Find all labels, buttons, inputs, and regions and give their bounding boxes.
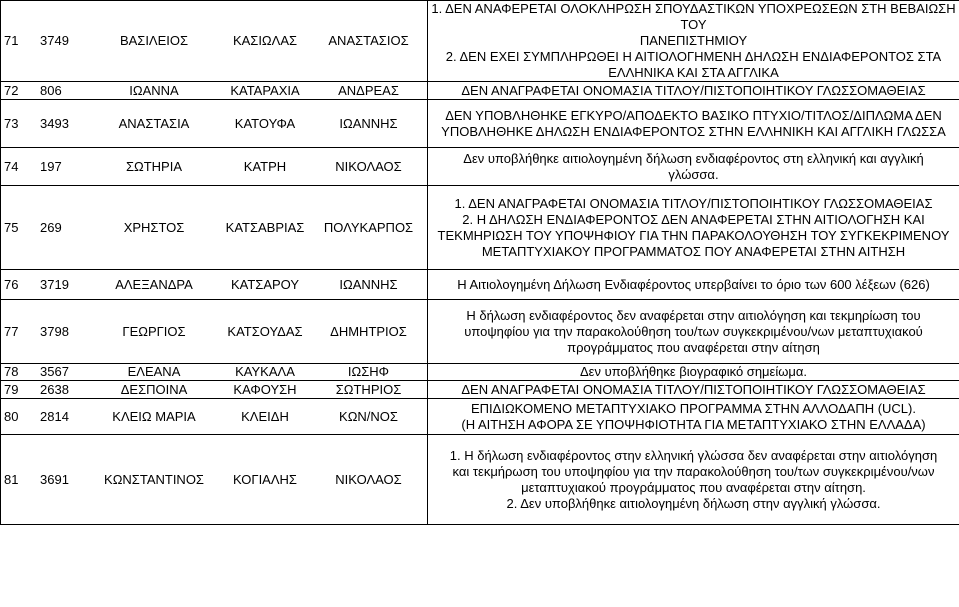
table-row (1, 399, 959, 435)
row-number: 80 (4, 408, 19, 424)
reason-line: ΥΠΟΒΛΗΘΗΚΕ ΔΗΛΩΣΗ ΕΝΔΙΑΦΕΡΟΝΤΟΣ ΣΤΗΝ ΕΛΛΗΝΙΚΗ ΚΑΙ ΑΓΓΛΙΚΗ ΓΛΩΣΣΑ (441, 123, 946, 139)
rejection-reason (428, 381, 959, 399)
applicant-cell (1, 364, 428, 381)
first-name: ΒΑΣΙΛΕΙΟΣ (119, 33, 189, 48)
table-row (1, 186, 959, 270)
row-number: 72 (4, 82, 19, 98)
reason-line: (Η ΑΙΤΗΣΗ ΑΦΟΡΑ ΣΕ ΥΠΟΨΗΦΙΟΤΗΤΑ ΓΙΑ ΜΕΤΑΠΤΥΧΙΑΚΟ ΣΤΗΝ ΕΛΛΑΔΑ) (461, 416, 926, 432)
father-name: ΑΝΑΣΤΑΣΙΟΣ (328, 33, 409, 48)
row-number: 76 (4, 276, 19, 292)
last-name: ΚΑΥΚΑΛΑ (235, 364, 295, 379)
first-name: ΕΛΕΑΝΑ (127, 364, 181, 379)
applicant-cell (1, 1, 428, 82)
first-name: ΙΩΑΝΝΑ (129, 82, 179, 98)
application-id: 3798 (40, 323, 69, 339)
rejection-reason (428, 399, 959, 435)
rejection-reason (428, 270, 959, 300)
application-id: 3719 (40, 276, 69, 292)
applicant-cell (1, 148, 428, 186)
father-name: ΝΙΚΟΛΑΟΣ (335, 158, 402, 174)
reason-line: Η Αιτιολογημένη Δήλωση Ενδιαφέροντος υπερβαίνει το όριο των 600 λέξεων (626) (457, 276, 930, 292)
last-name: ΚΑΤΣΟΥΔΑΣ (227, 323, 303, 339)
first-name: ΓΕΩΡΓΙΟΣ (122, 323, 186, 339)
reason-line: 2. Δεν υποβλήθηκε αιτιολογημένη δήλωση στην αγγλική γλώσσα. (506, 495, 881, 511)
first-name: ΣΩΤΗΡΙΑ (125, 158, 183, 174)
row-number: 81 (4, 471, 19, 487)
reason-line: ΜΕΤΑΠΤΥΧΙΑΚΟΥ ΠΡΟΓΡΑΜΜΑΤΟΣ ΠΟΥ ΑΝΑΦΕΡΕΤΑΙ ΣΤΗΝ ΑΙΤΗΣΗ (481, 243, 906, 259)
table-row (1, 435, 959, 525)
reason-line: και τεκμήρωση του υποψηφίου για την παρακολούθηση του/των συγκεκριμένου/νων (452, 463, 935, 479)
reason-line: ΕΛΛΗΝΙΚΑ ΚΑΙ ΣΤΑ ΑΓΓΛΙΚΑ (608, 65, 779, 80)
last-name: ΚΑΤΟΥΦΑ (234, 115, 296, 131)
first-name: ΑΝΑΣΤΑΣΙΑ (118, 115, 190, 131)
row-number: 75 (4, 219, 19, 235)
father-name: ΙΩΑΝΝΗΣ (339, 115, 398, 131)
applicant-cell (1, 300, 428, 364)
reason-line: Δεν υποβλήθηκε αιτιολογημένη δήλωση ενδιαφέροντος στη ελληνική και αγγλική (463, 150, 924, 166)
reason-line: ΕΠΙΔΙΩΚΟΜΕΝΟ ΜΕΤΑΠΤΥΧΙΑΚΟ ΠΡΟΓΡΑΜΜΑ ΣΤΗΝ ΑΛΛΟΔΑΠΗ (UCL). (471, 400, 916, 416)
table-row (1, 270, 959, 300)
applicant-cell (1, 399, 428, 435)
application-id: 2814 (40, 408, 69, 424)
father-name: ΑΝΔΡΕΑΣ (338, 82, 399, 98)
reason-line: 2. ΔΕΝ ΕΧΕΙ ΣΥΜΠΛΗΡΩΘΕΙ Η ΑΙΤΙΟΛΟΓΗΜΕΝΗ ΔΗΛΩΣΗ ΕΝΔΙΑΦΕΡΟΝΤΟΣ ΣΤΑ (445, 49, 942, 64)
last-name: ΚΑΤΣΑΒΡΙΑΣ (225, 219, 305, 235)
last-name: ΚΑΦΟΥΣΗ (233, 381, 297, 397)
father-name: ΙΩΑΝΝΗΣ (339, 276, 398, 292)
last-name: ΚΑΤΑΡΑΧΙΑ (230, 82, 300, 98)
reason-line: ΤΕΚΜΗΡΙΩΣΗ ΤΟΥ ΥΠΟΨΗΦΙΟΥ ΓΙΑ ΤΗΝ ΠΑΡΑΚΟΛΟΥΘΗΣΗ ΤΟΥ ΣΥΓΚΕΚΡΙΜΕΝΟΥ (437, 227, 950, 243)
table-row (1, 364, 959, 381)
first-name: ΚΩΝΣΤΑΝΤΙΝΟΣ (104, 471, 204, 487)
reason-line: 1. ΔΕΝ ΑΝΑΦΕΡΕΤΑΙ ΟΛΟΚΛΗΡΩΣΗ ΣΠΟΥΔΑΣΤΙΚΩΝ ΥΠΟΧΡΕΩΣΕΩΝ ΣΤΗ ΒΕΒΑΙΩΣΗ ΤΟΥ (431, 1, 956, 32)
application-id: 2638 (40, 381, 69, 397)
table-row (1, 1, 959, 82)
reason-line: υποψηφίου για την παρακολούθηση του/των συγκεκριμένου/νων μεταπτυχιακού (464, 323, 923, 339)
rejection-reason (428, 186, 959, 270)
applicant-cell (1, 82, 428, 100)
reason-line: γλώσσα. (668, 166, 719, 182)
first-name: ΑΛΕΞΑΝΔΡΑ (115, 276, 193, 292)
rejection-reason (428, 364, 959, 381)
application-id: 806 (40, 82, 62, 98)
last-name: ΚΑΤΡΗ (243, 158, 287, 174)
application-id: 3749 (40, 33, 69, 48)
applicant-cell (1, 381, 428, 399)
applicant-cell (1, 435, 428, 525)
father-name: ΙΩΣΗΦ (347, 364, 390, 379)
application-id: 197 (40, 158, 62, 174)
rejection-reason (428, 148, 959, 186)
application-id: 3493 (40, 115, 69, 131)
reason-line: 1. ΔΕΝ ΑΝΑΓΡΑΦΕΤΑΙ ΟΝΟΜΑΣΙΑ ΤΙΤΛΟΥ/ΠΙΣΤΟΠΟΙΗΤΙΚΟΥ ΓΛΩΣΣΟΜΑΘΕΙΑΣ (454, 195, 933, 211)
last-name: ΚΑΤΣΑΡΟΥ (230, 276, 300, 292)
rejection-reason (428, 1, 959, 82)
rejection-reason (428, 435, 959, 525)
table-row (1, 381, 959, 399)
application-id: 3567 (40, 364, 69, 379)
table-row (1, 82, 959, 100)
first-name: ΧΡΗΣΤΟΣ (123, 219, 185, 235)
father-name: ΝΙΚΟΛΑΟΣ (335, 471, 402, 487)
row-number: 74 (4, 158, 19, 174)
reason-line: Η δήλωση ενδιαφέροντος δεν αναφέρεται στην αιτιολόγηση και τεκμηρίωση του (466, 307, 921, 323)
reason-line: ΠΑΝΕΠΙΣΤΗΜΙΟΥ (639, 33, 748, 48)
applicant-cell (1, 100, 428, 148)
reason-line: ΔΕΝ ΑΝΑΓΡΑΦΕΤΑΙ ΟΝΟΜΑΣΙΑ ΤΙΤΛΟΥ/ΠΙΣΤΟΠΟΙΗΤΙΚΟΥ ΓΛΩΣΣΟΜΑΘΕΙΑΣ (461, 82, 926, 98)
reason-line: προγράμματος που αναφέρεται στην αίτηση (567, 339, 820, 355)
table-row (1, 148, 959, 186)
table-row (1, 300, 959, 364)
row-number: 71 (4, 33, 19, 48)
rejection-reason (428, 100, 959, 148)
row-number: 73 (4, 115, 19, 131)
father-name: ΚΩΝ/ΝΟΣ (339, 408, 398, 424)
reason-line: 1. Η δήλωση ενδιαφέροντος στην ελληνική γλώσσα δεν αναφέρεται στην αιτιολόγηση (449, 447, 938, 463)
father-name: ΠΟΛΥΚΑΡΠΟΣ (323, 219, 414, 235)
first-name: ΚΛΕΙΩ ΜΑΡΙΑ (112, 408, 196, 424)
last-name: ΚΑΣΙΩΛΑΣ (232, 33, 298, 48)
row-number: 78 (4, 364, 19, 379)
application-id: 269 (40, 219, 62, 235)
last-name: ΚΛΕΙΔΗ (241, 408, 289, 424)
reason-line: ΔΕΝ ΑΝΑΓΡΑΦΕΤΑΙ ΟΝΟΜΑΣΙΑ ΤΙΤΛΟΥ/ΠΙΣΤΟΠΟΙΗΤΙΚΟΥ ΓΛΩΣΣΟΜΑΘΕΙΑΣ (461, 381, 926, 397)
reason-line: 2. Η ΔΗΛΩΣΗ ΕΝΔΙΑΦΕΡΟΝΤΟΣ ΔΕΝ ΑΝΑΦΕΡΕΤΑΙ ΣΤΗΝ ΑΙΤΙΟΛΟΓΗΣΗ ΚΑΙ (462, 211, 925, 227)
reason-line: ΔΕΝ ΥΠΟΒΛΗΘΗΚΕ ΕΓΚΥΡΟ/ΑΠΟΔΕΚΤΟ ΒΑΣΙΚΟ ΠΤΥΧΙΟ/ΤΙΤΛΟΣ/ΔΙΠΛΩΜΑ ΔΕΝ (445, 107, 942, 123)
applicant-cell (1, 270, 428, 300)
rejection-reason (428, 300, 959, 364)
reason-line: Δεν υποβλήθηκε βιογραφικό σημείωμα. (580, 364, 807, 379)
reason-line: μεταπτυχιακού προγράμματος που αναφέρεται στην αίτηση. (521, 479, 866, 495)
application-id: 3691 (40, 471, 69, 487)
table-row (1, 100, 959, 148)
first-name: ΔΕΣΠΟΙΝΑ (120, 381, 188, 397)
father-name: ΣΩΤΗΡΙΟΣ (335, 381, 402, 397)
rejection-reason (428, 82, 959, 100)
father-name: ΔΗΜΗΤΡΙΟΣ (330, 323, 407, 339)
row-number: 77 (4, 323, 19, 339)
last-name: ΚΟΓΙΑΛΗΣ (233, 471, 297, 487)
applicant-cell (1, 186, 428, 270)
row-number: 79 (4, 381, 19, 397)
